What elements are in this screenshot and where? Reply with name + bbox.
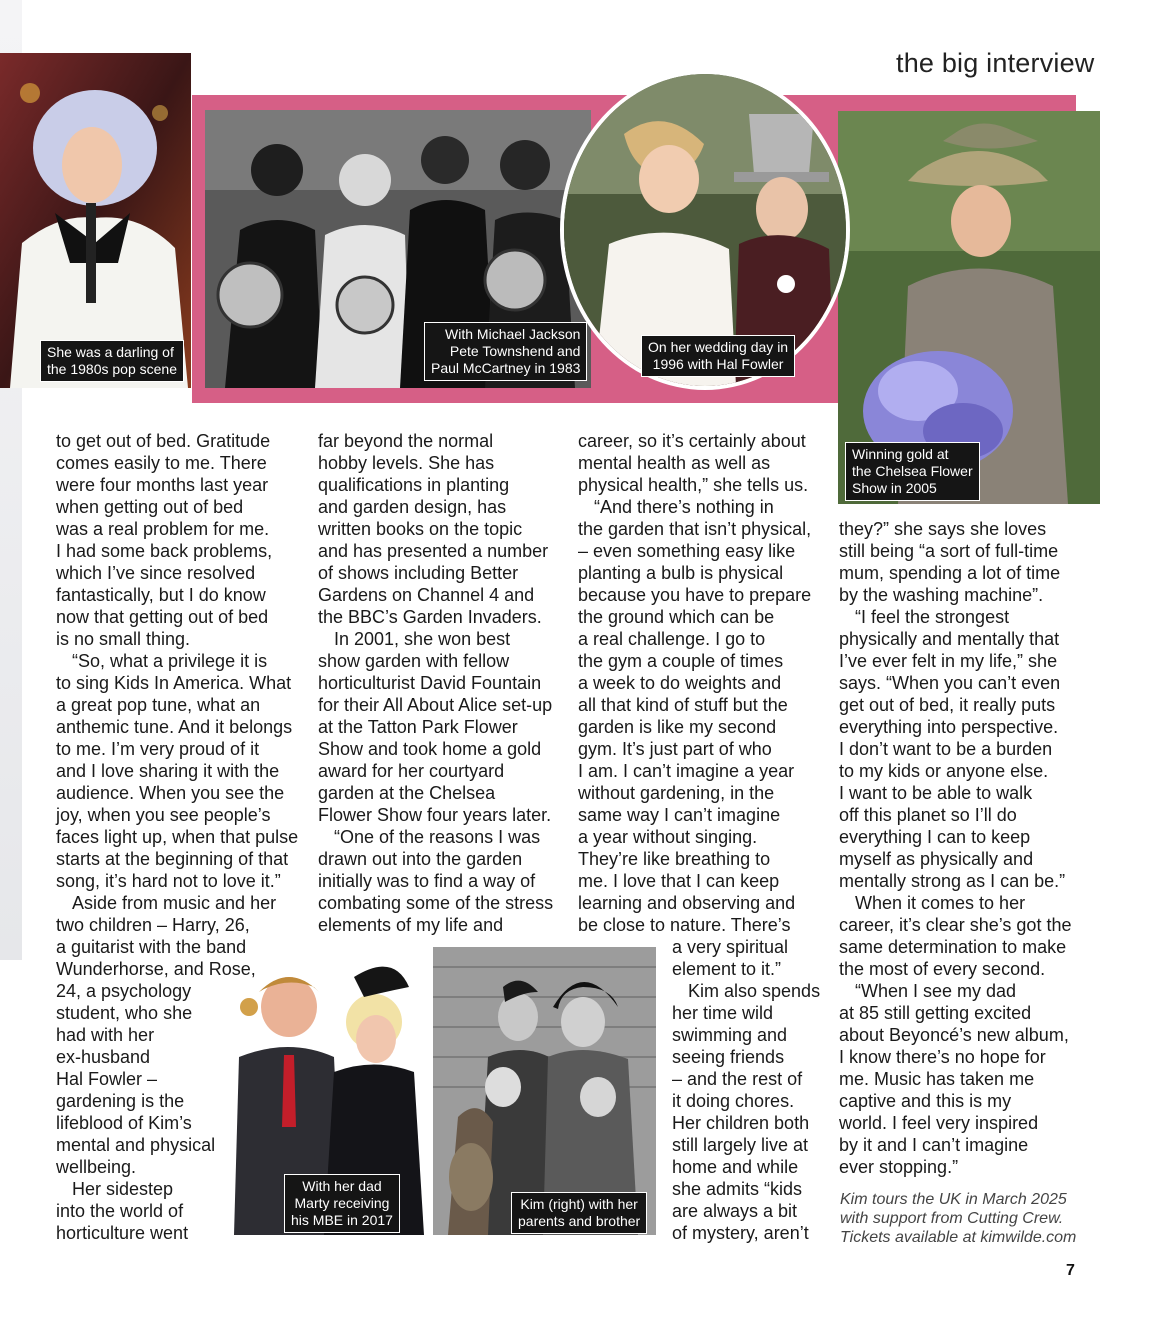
caption-line: the Chelsea Flower [852, 463, 973, 479]
text-line: comes easily to me. There [56, 453, 267, 473]
text-line: by the washing machine”. [839, 585, 1044, 605]
text-line: wellbeing. [56, 1157, 137, 1177]
text-line: to get out of bed. Gratitude [56, 431, 271, 451]
text-line: everything I can to keep [839, 827, 1031, 847]
paragraph [578, 496, 828, 936]
text-line: a real challenge. I go to [578, 629, 766, 649]
paragraph [839, 892, 1089, 980]
paragraph [672, 936, 832, 980]
paragraph [56, 1178, 306, 1244]
paragraph [318, 826, 568, 936]
text-line: about Beyoncé’s new album, [839, 1025, 1069, 1045]
photo-1980s-performance-icon [0, 53, 191, 388]
text-line: In 2001, she won best [334, 629, 511, 649]
text-line: show garden with fellow [318, 651, 510, 671]
text-line: horticulturist David Fountain [318, 673, 542, 693]
caption-line: On her wedding day in [648, 339, 789, 355]
text-line: to me. I’m very proud of it [56, 739, 260, 759]
text-line: career, it’s clear she’s got the [839, 915, 1072, 935]
text-line: combating some of the stress [318, 893, 554, 913]
text-line: same way I can’t imagine [578, 805, 781, 825]
text-line: faces light up, when that pulse [56, 827, 299, 847]
text-line: I want to be able to walk [839, 783, 1033, 803]
caption-awards [424, 322, 587, 381]
paragraph [318, 628, 568, 826]
text-line: far beyond the normal [318, 431, 494, 451]
text-line: had with her [56, 1025, 155, 1045]
text-line: Aside from music and her [72, 893, 277, 913]
caption-family [511, 1192, 647, 1234]
text-line: the ground which can be [578, 607, 775, 627]
text-line: and has presented a number [318, 541, 549, 561]
caption-wedding [641, 335, 795, 377]
tagline-line: Tickets available at kimwilde.com [840, 1229, 1077, 1246]
text-line: garden at the Chelsea [318, 783, 496, 803]
text-line: which I’ve since resolved [56, 563, 256, 583]
caption-line: 1996 with Hal Fowler [652, 356, 784, 372]
text-line: ex-husband [56, 1047, 151, 1067]
text-line: she admits “kids [672, 1179, 803, 1199]
paragraph [839, 980, 1089, 1178]
text-line: lifeblood of Kim’s [56, 1113, 192, 1133]
text-line: Her children both [672, 1113, 810, 1133]
text-line: of mystery, aren’t [672, 1223, 809, 1243]
text-line: 24, a psychology [56, 981, 192, 1001]
text-line: mentally strong as I can be.” [839, 871, 1066, 891]
text-line: “And there’s nothing in [594, 497, 774, 517]
text-line: and garden design, has [318, 497, 507, 517]
body-column-3 [578, 430, 828, 936]
paragraph [56, 892, 306, 1178]
text-line: the garden that isn’t physical, [578, 519, 812, 539]
text-line: drawn out into the garden [318, 849, 523, 869]
text-line: Show and took home a gold [318, 739, 542, 759]
text-line: because you have to prepare [578, 585, 812, 605]
text-line: a guitarist with the band [56, 937, 247, 957]
tagline-line: with support from Cutting Crew. [840, 1210, 1064, 1227]
paragraph [672, 980, 832, 1244]
text-line: “One of the reasons I was [334, 827, 541, 847]
text-line: off this planet so I’ll do [839, 805, 1017, 825]
text-line: qualifications in planting [318, 475, 510, 495]
text-line: without gardening, in the [578, 783, 775, 803]
text-line: the BBC’s Garden Invaders. [318, 607, 542, 627]
text-line: for their All About Alice set-up [318, 695, 553, 715]
text-line: Wunderhorse, and Rose, [56, 959, 256, 979]
caption-line: With her dad [302, 1178, 382, 1194]
text-line: – even something easy like [578, 541, 796, 561]
paragraph [839, 606, 1089, 892]
text-line: a week to do weights and [578, 673, 782, 693]
text-line: they?” she says she loves [839, 519, 1047, 539]
text-line: and I love sharing it with the [56, 761, 280, 781]
text-line: two children – Harry, 26, [56, 915, 250, 935]
text-line: by it and I can’t imagine [839, 1135, 1029, 1155]
text-line: at 85 still getting excited [839, 1003, 1032, 1023]
text-line: Flower Show four years later. [318, 805, 552, 825]
text-line: initially was to find a way of [318, 871, 536, 891]
text-line: student, who she [56, 1003, 193, 1023]
text-line: Hal Fowler – [56, 1069, 158, 1089]
text-line: hobby levels. She has [318, 453, 495, 473]
text-line: They’re like breathing to [578, 849, 771, 869]
paragraph [318, 430, 568, 628]
text-line: me. I love that I can keep [578, 871, 780, 891]
text-line: I know there’s no hope for [839, 1047, 1046, 1067]
text-line: swimming and [672, 1025, 788, 1045]
body-column-1 [56, 430, 306, 1244]
text-line: garden is like my second [578, 717, 777, 737]
caption-line: She was a darling of [47, 344, 174, 360]
text-line: still largely live at [672, 1135, 809, 1155]
text-line: Kim also spends [688, 981, 821, 1001]
text-line: are always a bit [672, 1201, 798, 1221]
tagline-line: Kim tours the UK in March 2025 [840, 1191, 1067, 1208]
text-line: element to it.” [672, 959, 782, 979]
text-line: fantastically, but I do know [56, 585, 266, 605]
text-line: to sing Kids In America. What [56, 673, 292, 693]
text-line: get out of bed, it really puts [839, 695, 1056, 715]
text-line: I am. I can’t imagine a year [578, 761, 795, 781]
text-line: “When I see my dad [855, 981, 1017, 1001]
text-line: physical health,” she tells us. [578, 475, 809, 495]
text-line: still being “a sort of full-time [839, 541, 1059, 561]
paragraph [839, 518, 1089, 606]
paragraph [56, 430, 306, 650]
body-column-3-narrow [672, 936, 832, 1244]
text-line: myself as physically and [839, 849, 1034, 869]
caption-line: his MBE in 2017 [291, 1212, 393, 1228]
text-line: everything into perspective. [839, 717, 1059, 737]
text-line: “So, what a privilege it is [72, 651, 268, 671]
caption-line: Kim (right) with her [520, 1196, 638, 1212]
caption-line: Paul McCartney in 1983 [431, 360, 581, 376]
text-line: learning and observing and [578, 893, 796, 913]
text-line: ever stopping.” [839, 1157, 959, 1177]
caption-line: Winning gold at [852, 446, 949, 462]
text-line: When it comes to her [855, 893, 1026, 913]
caption-line: Show in 2005 [852, 480, 937, 496]
text-line: same determination to make [839, 937, 1067, 957]
text-line: world. I feel very inspired [839, 1113, 1039, 1133]
text-line: says. “When you can’t even [839, 673, 1061, 693]
body-column-2 [318, 430, 568, 936]
popstar-photo [0, 53, 191, 388]
caption-popstar [40, 340, 184, 382]
text-line: starts at the beginning of that [56, 849, 289, 869]
caption-line: Pete Townshend and [449, 343, 581, 359]
text-line: “I feel the strongest [855, 607, 1010, 627]
text-line: Her sidestep [72, 1179, 174, 1199]
text-line: award for her courtyard [318, 761, 505, 781]
paragraph [56, 650, 306, 892]
text-line: be close to nature. There’s [578, 915, 791, 935]
text-line: a year without singing. [578, 827, 758, 847]
text-line: captive and this is my [839, 1091, 1012, 1111]
text-line: mental health as well as [578, 453, 771, 473]
text-line: into the world of [56, 1201, 184, 1221]
text-line: her time wild [672, 1003, 774, 1023]
text-line: when getting out of bed [56, 497, 244, 517]
text-line: a great pop tune, what an [56, 695, 261, 715]
text-line: song, it’s hard not to love it.” [56, 871, 281, 891]
paragraph [578, 430, 828, 496]
caption-chelsea [845, 442, 980, 501]
text-line: anthemic tune. And it belongs [56, 717, 293, 737]
text-line: the most of every second. [839, 959, 1046, 979]
text-line: is no small thing. [56, 629, 191, 649]
text-line: career, so it’s certainly about [578, 431, 806, 451]
page-number: 7 [1066, 1262, 1075, 1279]
text-line: horticulture went [56, 1223, 189, 1243]
text-line: – and the rest of [672, 1069, 803, 1089]
text-line: home and while [672, 1157, 799, 1177]
text-line: it doing chores. [672, 1091, 795, 1111]
caption-line: the 1980s pop scene [47, 361, 177, 377]
caption-line: Marty receiving [294, 1195, 390, 1211]
text-line: I’ve ever felt in my life,” she [839, 651, 1058, 671]
text-line: gardening is the [56, 1091, 185, 1111]
text-line: to my kids or anyone else. [839, 761, 1049, 781]
text-line: seeing friends [672, 1047, 785, 1067]
text-line: I had some back problems, [56, 541, 273, 561]
text-line: physically and mentally that [839, 629, 1060, 649]
text-line: all that kind of stuff but the [578, 695, 788, 715]
text-line: of shows including Better [318, 563, 519, 583]
text-line: written books on the topic [318, 519, 523, 539]
body-column-4 [839, 518, 1089, 1178]
section-label: the big interview [896, 48, 1095, 78]
text-line: mum, spending a lot of time [839, 563, 1061, 583]
text-line: I don’t want to be a burden [839, 739, 1053, 759]
text-line: elements of my life and [318, 915, 504, 935]
caption-line: With Michael Jackson [445, 326, 581, 342]
text-line: were four months last year [56, 475, 269, 495]
text-line: planting a bulb is physical [578, 563, 784, 583]
text-line: mental and physical [56, 1135, 216, 1155]
text-line: at the Tatton Park Flower [318, 717, 518, 737]
tour-tagline [840, 1190, 1080, 1247]
text-line: a very spiritual [672, 937, 789, 957]
text-line: audience. When you see the [56, 783, 285, 803]
text-line: gym. It’s just part of who [578, 739, 772, 759]
caption-line: parents and brother [518, 1213, 641, 1229]
text-line: Gardens on Channel 4 and [318, 585, 535, 605]
text-line: now that getting out of bed [56, 607, 269, 627]
text-line: was a real problem for me. [56, 519, 270, 539]
text-line: the gym a couple of times [578, 651, 784, 671]
text-line: me. Music has taken me [839, 1069, 1035, 1089]
text-line: joy, when you see people’s [56, 805, 271, 825]
